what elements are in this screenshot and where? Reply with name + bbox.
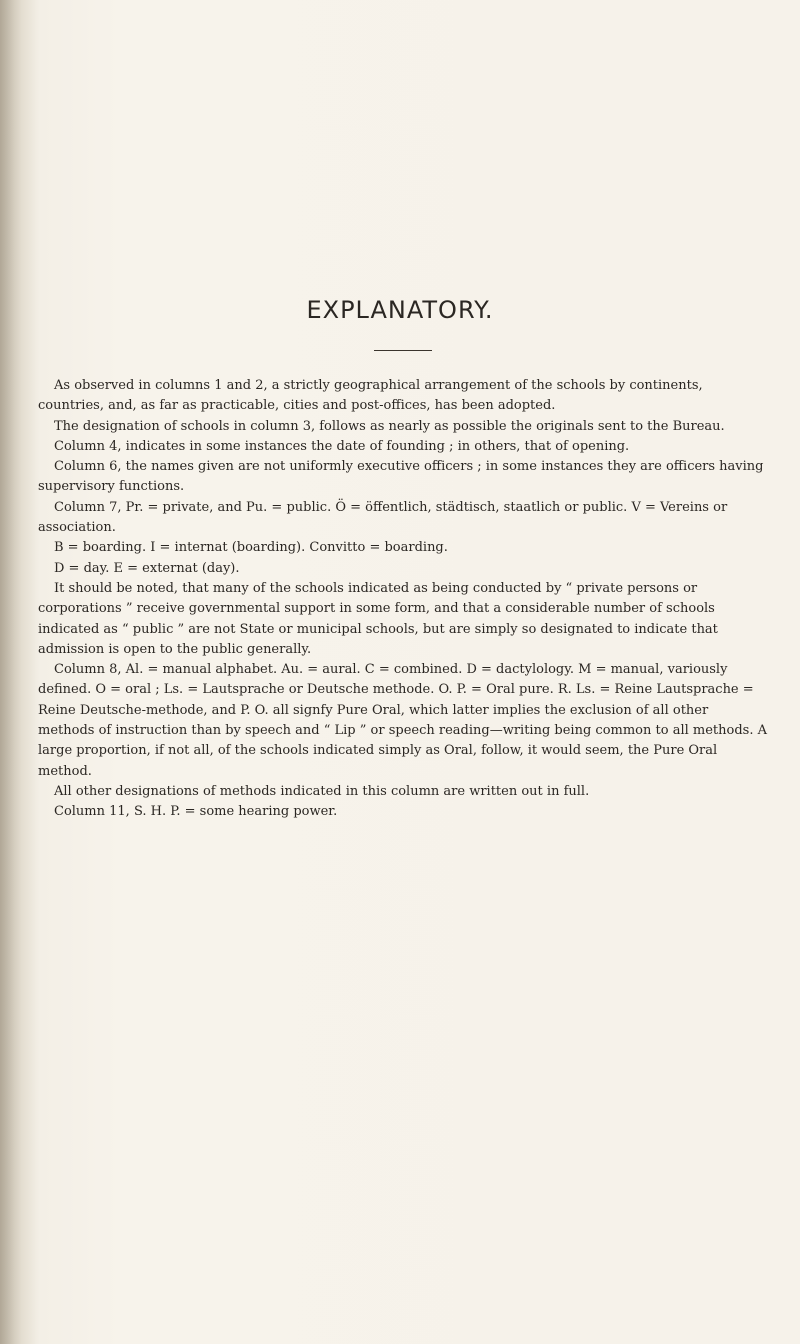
paragraph-column-6: Column 6, the names given are not uniformly executive officers ; in some instances they are officers having supervisory functions.: [38, 459, 764, 495]
paragraph-column-7: Column 7, Pr. = private, and Pu. = public. Ö = öffentlich, städtisch, staatlich or public. V = Vereins or association.: [38, 499, 728, 536]
explanatory-body: [38, 376, 768, 823]
paragraph-column-8: Column 8, Al. = manual alphabet. Au. = aural. C = combined. D = dactylology. M = manual, variously defined. O = oral ; Ls. = Lautsprache or Deutsche methode. O. P. = Oral pure. R. Ls. = Reine Lautsprache = Reine Deutsche-methode, and P. O. all signfy Pure Oral, which latter implies the exclusion of all other methods of instruction than by speech and “ Lip ” or speech reading—writing being common to all methods. A large proportion, if not all, of the schools indicated simply as Oral, follow, it would seem, the Pure Oral method.: [38, 662, 767, 779]
paragraph-arrangement: As observed in columns 1 and 2, a strictly geographical arrangement of the schools by continents, countries, and, as far as practicable, cities and post-offices, has been adopted.: [38, 378, 703, 414]
paragraph-column-4: Column 4, indicates in some instances the date of founding ; in others, that of opening.: [54, 438, 630, 454]
title-divider: [374, 350, 432, 351]
paragraph-day: D = day. E = externat (day).: [54, 560, 240, 576]
paragraph-boarding: B = boarding. I = internat (boarding). Convitto = boarding.: [54, 540, 448, 556]
paragraph-column-11: Column 11, S. H. P. = some hearing power.: [54, 804, 338, 820]
page-title: EXPLANATORY.: [306, 296, 494, 324]
paragraph-column-3: The designation of schools in column 3, follows as nearly as possible the originals sent to the Bureau.: [54, 418, 725, 434]
paragraph-other-designations: All other designations of methods indicated in this column are written out in full.: [54, 783, 590, 799]
book-spine-shadow: [0, 0, 36, 1344]
paragraph-private-public-note: It should be noted, that many of the schools indicated as being conducted by “ private persons or corporations ” receive governmental support in some form, and that a considerable number of schools indicated as “ public ” are not State or municipal schools, but are simply so designated to indicate that admission is open to the public generally.: [38, 580, 718, 657]
